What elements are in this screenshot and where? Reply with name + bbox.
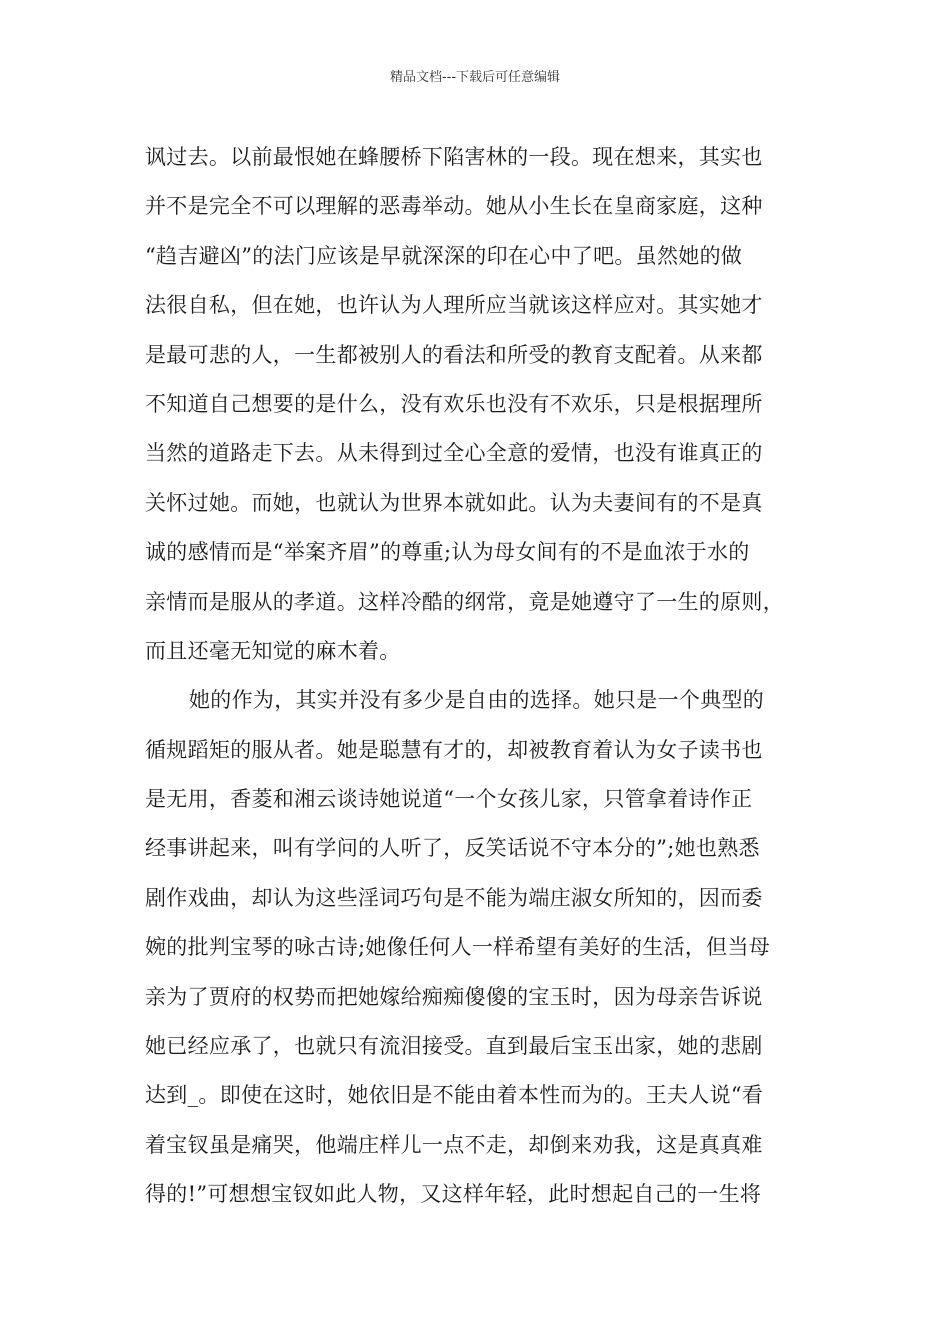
- page-header: 精品文档---下载后可任意编辑: [389, 70, 561, 85]
- text-line: 是无用，香菱和湘云谈诗她说道“一个女孩儿家，只管拿着诗作正: [145, 787, 753, 812]
- text-line: 并不是完全不可以理解的恶毒举动。她从小生长在皇商家庭，这种: [145, 194, 763, 219]
- text-line: 不知道自己想要的是什么，没有欢乐也没有不欢乐，只是根据理所: [145, 391, 763, 416]
- text-line: 婉的批判宝琴的咏古诗;她像任何人一样希望有美好的生活，但当母: [145, 935, 771, 960]
- text-line: 循规蹈矩的服从者。她是聪慧有才的，却被教育着认为女子读书也: [145, 737, 763, 762]
- text-line: 达到_。即使在这时，她依旧是不能由着本性而为的。王夫人说“看: [145, 1083, 764, 1108]
- text-line: 而且还毫无知觉的麻木着。: [145, 638, 401, 663]
- text-line: 亲为了贾府的权势而把她嫁给痴痴傻傻的宝玉时，因为母亲告诉说: [145, 984, 763, 1009]
- document-body: [145, 133, 825, 1220]
- text-line: 着宝钗虽是痛哭，他端庄样儿一点不走，却倒来劝我，这是真真难: [145, 1132, 763, 1157]
- text-line: 是最可悲的人，一生都被别人的看法和所受的教育支配着。从来都: [145, 342, 763, 367]
- text-line: 讽过去。以前最恨她在蜂腰桥下陷害林的一段。现在想来，其实也: [145, 145, 763, 169]
- text-line: 亲情而是服从的孝道。这样冷酷的纲常，竟是她遵守了一生的原则，: [145, 589, 784, 614]
- text-line: 关怀过她。而她，也就认为世界本就如此。认为夫妻间有的不是真: [145, 490, 763, 515]
- text-line: “趋吉避凶”的法门应该是早就深深的印在心中了吧。虽然她的做: [145, 243, 743, 268]
- text-line: 得的!”可想想宝钗如此人物，又这样年轻，此时想起自己的一生将: [145, 1182, 762, 1207]
- text-line: 诚的感情而是“举案齐眉”的尊重;认为母女间有的不是血浓于水的: [145, 540, 750, 565]
- text-line: 当然的道路走下去。从未得到过全心全意的爱情，也没有谁真正的: [145, 441, 763, 466]
- text-line: 法很自私，但在她，也许认为人理所应当就该这样应对。其实她才: [145, 293, 763, 318]
- paragraph-start-line: 她的作为，其实并没有多少是自由的选择。她只是一个典型的: [189, 688, 765, 713]
- text-line: 她已经应承了，也就只有流泪接受。直到最后宝玉出家，她的悲剧: [145, 1034, 763, 1059]
- text-line: 剧作戏曲，却认为这些淫词巧句是不能为端庄淑女所知的，因而委: [145, 885, 763, 910]
- text-line: 经事讲起来，叫有学问的人听了，反笑话说不守本分的”;她也熟悉: [145, 836, 760, 861]
